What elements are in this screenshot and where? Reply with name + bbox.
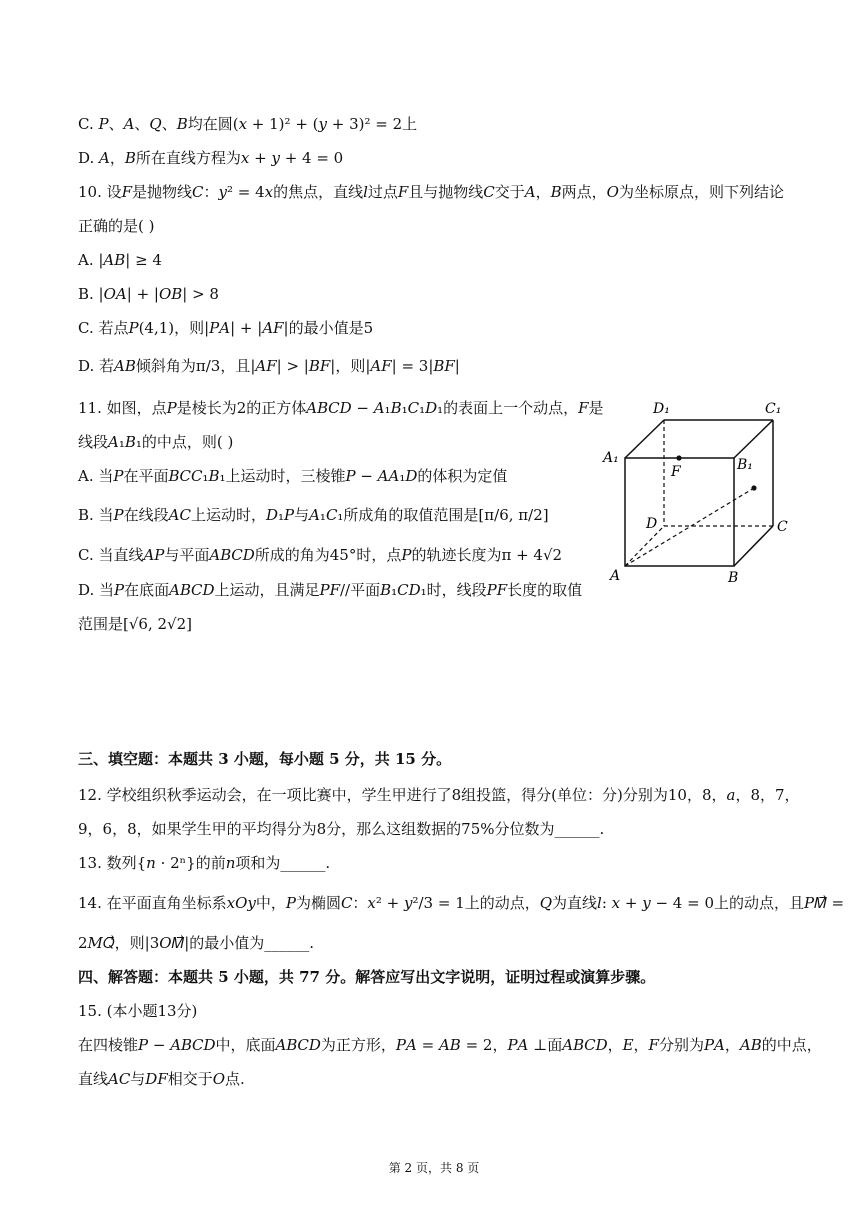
q13: 13. 数列{𝑛 · 2ⁿ}的前𝑛项和为______. [78, 854, 331, 872]
q11-option-c: C. 当直线𝐴𝑃与平面𝐴𝐵𝐶𝐷所成的角为45°时，点𝑃的轨迹长度为π + 4√2 [78, 546, 563, 564]
label-c1: C₁ [765, 401, 782, 417]
q11-option-b: B. 当𝑃在线段𝐴𝐶上运动时，𝐷₁𝑃与𝐴₁𝐶₁所成角的取值范围是[π/6, π/2] [78, 506, 549, 524]
q15-title: 15. (本小题13分) [78, 1002, 198, 1020]
label-b1: B₁ [737, 457, 753, 473]
page-footer: 第 2 页，共 8 页 [388, 1161, 480, 1175]
label-c: C [777, 519, 788, 535]
q10-option-d: D. 若𝐴𝐵倾斜角为π/3，且|𝐴𝐹| > |𝐵𝐹|，则|𝐴𝐹| = 3|𝐵𝐹| [78, 357, 460, 375]
q10-option-a: A. |𝐴𝐵| ≥ 4 [78, 251, 162, 269]
q14-line1: 14. 在平面直角坐标系𝑥𝑂𝑦中，𝑃为椭圆𝐶：𝑥² + 𝑦²/3 = 1上的动点，𝑄为直线𝑙: 𝑥 + 𝑦 − 4 = 0上的动点，且𝑃𝑀⃗ = [78, 894, 845, 912]
cube-edge-a1d1 [625, 420, 664, 458]
q12-line2: 9，6，8，如果学生甲的平均得分为8分，那么这组数据的75%分位数为______. [78, 820, 605, 838]
label-b: B [728, 570, 739, 586]
q10-option-b: B. |𝑂𝐴| + |𝑂𝐵| > 8 [78, 285, 219, 303]
label-d1: D₁ [653, 401, 670, 417]
q11-option-d-line2: 范围是[√6, 2√2] [78, 615, 192, 633]
q10-stem-line1: 10. 设𝐹是抛物线𝐶：𝑦² = 4𝑥的焦点，直线𝑙过点𝐹且与抛物线𝐶交于𝐴，𝐵两点，𝑂为坐标原点，则下列结论 [78, 183, 784, 201]
section3-heading: 三、填空题：本题共 3 小题，每小题 5 分，共 15 分。 [78, 750, 452, 768]
q12-line1: 12. 学校组织秋季运动会，在一项比赛中，学生甲进行了8组投篮，得分(单位：分)分别为10，8，𝑎，8，7， [78, 786, 800, 804]
cube-figure [596, 392, 796, 592]
q11-option-d-line1: D. 当𝑃在底面𝐴𝐵𝐶𝐷上运动，且满足𝑃𝐹//平面𝐵₁𝐶𝐷₁时，线段𝑃𝐹长度的取值 [78, 581, 583, 599]
label-a1: A₁ [603, 450, 619, 466]
q11-option-a: A. 当𝑃在平面𝐵𝐶𝐶₁𝐵₁上运动时，三棱锥𝑃 − 𝐴𝐴₁𝐷的体积为定值 [78, 467, 508, 485]
q15-line1: 在四棱锥𝑃 − 𝐴𝐵𝐶𝐷中，底面𝐴𝐵𝐶𝐷为正方形，𝑃𝐴 = 𝐴𝐵 = 2，𝑃𝐴 ⊥面𝐴𝐵𝐶𝐷，𝐸，𝐹分别为𝑃𝐴，𝐴𝐵的中点， [78, 1036, 822, 1054]
q14-line2: 2𝑀𝑄⃗，则|3𝑂𝑀⃗|的最小值为______. [78, 934, 315, 952]
cube-edge-b1c1 [734, 420, 773, 458]
label-f: F [671, 464, 681, 480]
point-p [751, 485, 756, 490]
label-a: A [610, 568, 621, 584]
q9-option-d: D. 𝐴，𝐵所在直线方程为𝑥 + 𝑦 + 4 = 0 [78, 149, 344, 167]
q15-line2: 直线𝐴𝐶与𝐷𝐹相交于𝑂点. [78, 1070, 245, 1088]
q11-stem-line2: 线段𝐴₁𝐵₁的中点，则( ) [78, 433, 234, 451]
point-f [676, 455, 681, 460]
q11-stem-line1: 11. 如图，点𝑃是棱长为2的正方体𝐴𝐵𝐶𝐷 − 𝐴₁𝐵₁𝐶₁𝐷₁的表面上一个动点，𝐹是 [78, 399, 604, 417]
cube-edge-bc [734, 526, 773, 566]
section4-heading: 四、解答题：本题共 5 小题，共 77 分。解答应写出文字说明，证明过程或演算步骤。 [78, 968, 656, 986]
q10-option-c: C. 若点𝑃(4,1)，则|𝑃𝐴| + |𝐴𝐹|的最小值是5 [78, 319, 374, 337]
q9-option-c: C. 𝑃、𝐴、𝑄、𝐵均在圆(𝑥 + 1)² + (𝑦 + 3)² = 2上 [78, 115, 418, 133]
q10-stem-line2: 正确的是( ) [78, 217, 155, 235]
label-d: D [646, 516, 658, 532]
